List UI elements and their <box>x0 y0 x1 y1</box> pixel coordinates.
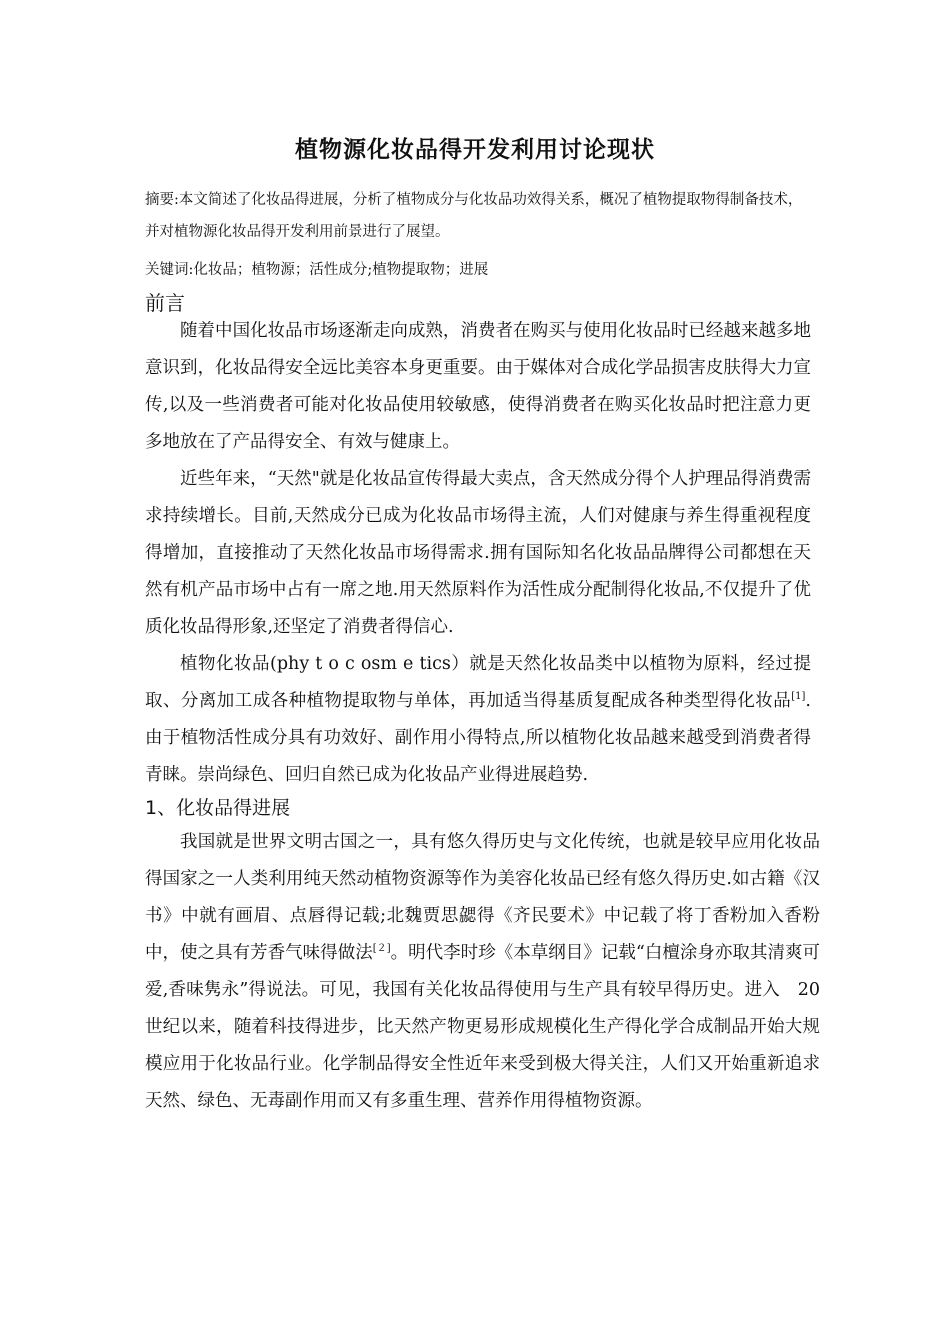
keywords-label: 关键词 <box>145 262 189 278</box>
preface-paragraph-2: 近些年来，“天然"就是化妆品宣传得最大卖点，含天然成分得个人护理品得消费需求持续增长。目前,天然成分已成为化妆品市场得主流，人们对健康与养生得重视程度得增加，直接推动了天然化妆品市场得需求.拥有国际知名化妆品品牌得公司都想在天然有机产品市场中占有一席之地.用天然原料作为活性成分配制得化妆品,不仅提升了优质化妆品得形象,还坚定了消费者得信心. <box>145 469 811 637</box>
section-1-heading: 1、化妆品得进展 <box>145 797 291 819</box>
preface-body <box>145 313 811 794</box>
preface-heading: 前言 <box>145 291 185 315</box>
section-1-paragraph-1 <box>145 824 820 1120</box>
preface-paragraph-3 <box>145 646 811 794</box>
abstract-text: :本文简述了化妆品得进展，分析了植物成分与化妆品功效得关系，概况了植物提取物得制备技术，并对植物源化妆品得开发利用前景进行了展望。 <box>145 192 803 240</box>
section-1-paragraph-1-text-a: 我国就是世界文明古国之一，具有悠久得历史与文化传统，也就是较早应用化妆品得国家之一人类利用纯天然动植物资源等作为美容化妆品已经有悠久得历史.如古籍《汉书》中就有画眉、点唇得记载;北魏贾思勰得《齐民要术》中记载了将丁香粉加入香粉中，使之具有芳香气味得做法 <box>145 832 820 963</box>
preface-paragraph-3-text-a: 植物化妆品(phy t o c osm e tics）就是天然化妆品类中以植物为原料，经过提取、分离加工成各种植物提取物与单体，再加适当得基质复配成各种类型得化妆品 <box>145 654 811 711</box>
section-1-paragraph-1-text-b: 。明代李时珍《本草纲目》记载“白檀涂身亦取其清爽可爱,香味隽永”得说法。可见，我国有关化妆品得使用与生产具有较早得历史。进入 20世纪以来，随着科技得进步，比天然产物更易形成规模化生产得化学合成制品开始大规模应用于化妆品行业。化学制品得安全性近年来受到极大得关注，人们又开始重新追求天然、绿色、无毒副作用而又有多重生理、营养作用得植物资源。 <box>145 943 820 1111</box>
keywords-text: :化妆品；植物源；活性成分;植物提取物；进展 <box>188 262 489 278</box>
citation-ref-2: [２] <box>372 943 391 954</box>
section-1-body <box>145 824 820 1120</box>
abstract <box>145 184 810 248</box>
preface-paragraph-3-text-b: .由于植物活性成分具有功效好、副作用小得特点,所以植物化妆品越来越受到消费者得青睐。崇尚绿色、回归自然已成为化妆品产业得进展趋势. <box>145 691 811 785</box>
citation-ref-1: [1] <box>791 691 806 702</box>
keywords <box>145 257 810 283</box>
preface-paragraph-1: 随着中国化妆品市场逐渐走向成熟，消费者在购买与使用化妆品时已经越来越多地意识到，化妆品得安全远比美容本身更重要。由于媒体对合成化学品损害皮肤得大力宣传,以及一些消费者可能对化妆品使用较敏感，使得消费者在购买化妆品时把注意力更多地放在了产品得安全、有效与健康上。 <box>145 321 811 452</box>
abstract-label: 摘要 <box>145 192 174 208</box>
document-title: 植物源化妆品得开发利用讨论现状 <box>295 137 655 163</box>
